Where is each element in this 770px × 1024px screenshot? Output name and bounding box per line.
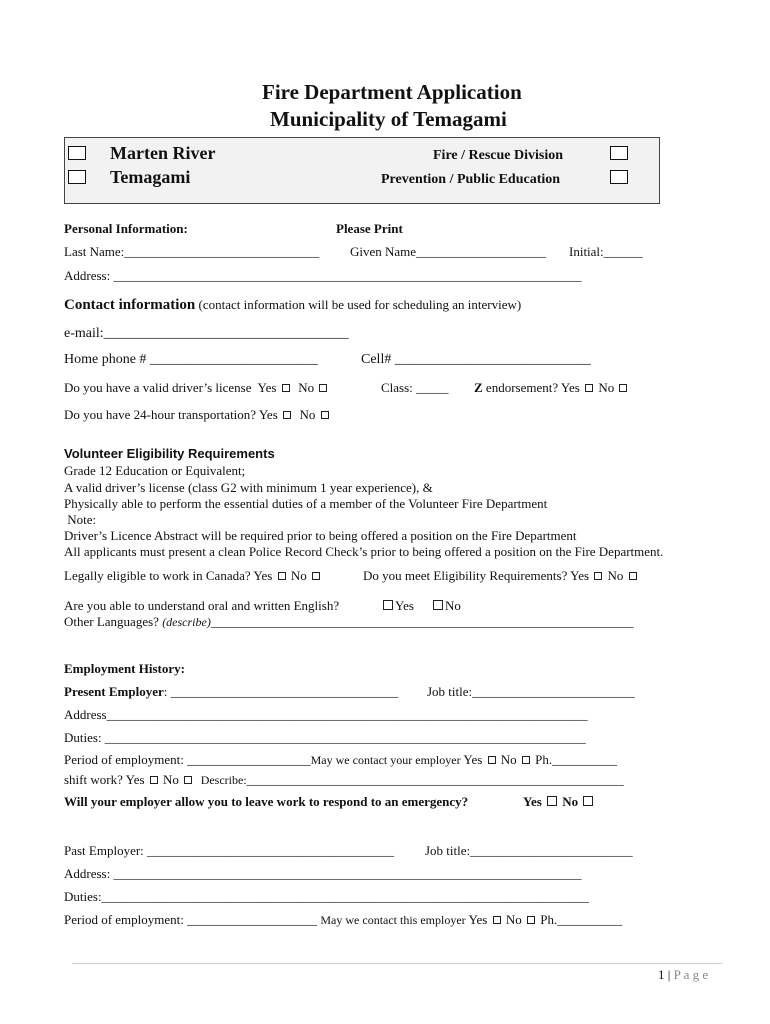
leave-work-options <box>523 794 595 810</box>
transport-no-checkbox[interactable] <box>321 411 329 419</box>
contact-yes-checkbox[interactable] <box>488 756 496 764</box>
past-contact-no-label: No <box>505 912 522 927</box>
present-employer-label: Present Employer <box>64 684 164 699</box>
title-line-1: Fire Department Application <box>262 80 522 104</box>
period-employment-line[interactable]: Period of employment: ___________________ <box>64 752 311 767</box>
leave-work-question: Will your employer allow you to leave work to respond to an emergency? <box>64 794 469 809</box>
license-yes-checkbox[interactable] <box>282 384 290 392</box>
email-field[interactable]: e-mail:___________________________________ <box>64 326 349 341</box>
past-contact-text: May we contact this employer <box>320 913 466 927</box>
license-question <box>64 380 329 396</box>
contact-no-checkbox[interactable] <box>522 756 530 764</box>
english-no <box>431 598 461 614</box>
english-no-checkbox[interactable] <box>433 600 443 610</box>
english-yes-label: Yes <box>395 598 414 613</box>
leave-yes-label: Yes <box>523 794 542 809</box>
employment-heading: Employment History: <box>64 661 185 676</box>
license-question-text: Do you have a valid driver’s license <box>64 380 252 395</box>
other-languages-label: Other Languages? <box>64 614 159 629</box>
past-duties-field[interactable]: Duties:___________________________________________________________________________ <box>64 889 590 904</box>
transport-yes-label: Yes <box>258 407 278 422</box>
contact-info-line <box>64 297 521 314</box>
option-fire-rescue: Fire / Rescue Division <box>433 148 564 163</box>
past-employer-phone-field[interactable]: Ph.__________ <box>540 912 623 927</box>
personal-info-heading: Personal Information: <box>64 221 188 236</box>
past-contact-yes-checkbox[interactable] <box>493 916 501 924</box>
legal-no-label: No <box>290 568 307 583</box>
eligibility-heading: Volunteer Eligibility Requirements <box>64 446 275 461</box>
shift-work-question <box>64 772 624 788</box>
present-employer-field[interactable] <box>64 684 398 700</box>
page-footer <box>658 967 708 983</box>
cell-field[interactable]: Cell# ____________________________ <box>361 352 591 367</box>
checkbox-fire-rescue[interactable] <box>610 146 628 160</box>
past-employer-field[interactable]: Past Employer: ______________________________________ <box>64 843 395 858</box>
legal-yes-checkbox[interactable] <box>278 572 286 580</box>
checkbox-prevention[interactable] <box>610 170 628 184</box>
eligibility-line: A valid driver’s license (class G2 with minimum 1 year experience), & <box>64 480 433 495</box>
class-field[interactable]: Class: _____ <box>381 380 449 395</box>
past-period-field[interactable] <box>64 912 622 928</box>
shift-describe-line[interactable]: __________________________________________________________ <box>246 772 624 787</box>
other-languages-line[interactable]: _________________________________________________________________ <box>210 614 634 629</box>
checkbox-marten-river[interactable] <box>68 146 86 160</box>
z-letter: Z <box>474 380 483 395</box>
z-no-checkbox[interactable] <box>619 384 627 392</box>
address-field[interactable]: Address: ________________________________________________________________________ <box>64 268 582 283</box>
transport-question-text: Do you have 24-hour transportation? <box>64 407 257 422</box>
legal-question-text: Legally eligible to work in Canada? Yes <box>64 568 273 583</box>
given-name-field[interactable]: Given Name____________________ <box>350 244 547 259</box>
contact-employer-text: May we contact your employer <box>310 753 461 767</box>
option-prevention: Prevention / Public Education <box>381 172 561 187</box>
footer-divider <box>72 963 722 964</box>
last-name-field[interactable]: Last Name:______________________________ <box>64 244 320 259</box>
contact-note: (contact information will be used for scheduling an interview) <box>198 297 522 312</box>
eligibility-line: Grade 12 Education or Equivalent; <box>64 463 246 478</box>
option-temagami: Temagami <box>110 167 191 187</box>
employer-address-field[interactable]: Address__________________________________________________________________________ <box>64 707 588 722</box>
license-no-checkbox[interactable] <box>319 384 327 392</box>
transport-no-label: No <box>299 407 316 422</box>
legal-no-checkbox[interactable] <box>312 572 320 580</box>
leave-yes-checkbox[interactable] <box>547 796 557 806</box>
initial-field[interactable]: Initial:______ <box>569 244 643 259</box>
job-title-field[interactable]: Job title:_________________________ <box>427 684 635 699</box>
shift-yes-checkbox[interactable] <box>150 776 158 784</box>
eligibility-line: Physically able to perform the essential duties of a member of the Volunteer Fire Department <box>64 496 548 511</box>
option-marten-river: Marten River <box>110 143 216 163</box>
checkbox-temagami[interactable] <box>68 170 86 184</box>
leave-no-label: No <box>562 794 579 809</box>
z-endorsement-text: endorsement? Yes <box>485 380 580 395</box>
english-yes-checkbox[interactable] <box>383 600 393 610</box>
eligibility-line: All applicants must present a clean Police Record Check’s prior to being offered a position on the Fire Department. <box>64 544 664 559</box>
page-separator: | <box>667 967 671 982</box>
shift-describe-label: Describe: <box>200 773 247 787</box>
shift-no-checkbox[interactable] <box>184 776 192 784</box>
english-no-label: No <box>445 598 461 613</box>
title-line-2: Municipality of Temagami <box>270 107 507 131</box>
shift-yes-label: shift work? Yes <box>64 772 145 787</box>
other-languages-field[interactable] <box>64 614 633 630</box>
past-contact-no-checkbox[interactable] <box>527 916 535 924</box>
please-print: Please Print <box>336 221 403 236</box>
contact-heading: Contact information <box>64 297 196 313</box>
z-yes-checkbox[interactable] <box>585 384 593 392</box>
period-employment-field[interactable] <box>64 752 617 768</box>
legal-question <box>64 568 322 584</box>
meet-yes-checkbox[interactable] <box>594 572 602 580</box>
leave-no-checkbox[interactable] <box>583 796 593 806</box>
license-yes-label: Yes <box>257 380 277 395</box>
z-endorsement-question <box>474 380 629 396</box>
contact-yes-label: Yes <box>463 752 483 767</box>
z-no-label: No <box>598 380 615 395</box>
contact-no-label: No <box>500 752 517 767</box>
past-job-title-field[interactable]: Job title:_________________________ <box>425 843 633 858</box>
page-word: P a g e <box>673 967 709 982</box>
past-period-line[interactable]: Period of employment: ____________________ <box>64 912 318 927</box>
home-phone-field[interactable]: Home phone # ________________________ <box>64 352 318 367</box>
eligibility-note: Note: <box>64 512 97 527</box>
page-number: 1 <box>658 967 665 982</box>
license-no-label: No <box>298 380 315 395</box>
duties-field[interactable]: Duties: __________________________________________________________________________ <box>64 730 586 745</box>
describe-label: (describe) <box>162 615 211 629</box>
present-employer-line[interactable]: : ___________________________________ <box>163 684 399 699</box>
past-contact-yes-label: Yes <box>468 912 488 927</box>
meet-no-checkbox[interactable] <box>629 572 637 580</box>
transport-yes-checkbox[interactable] <box>283 411 291 419</box>
transport-question <box>64 407 331 423</box>
past-address-field[interactable]: Address: ________________________________________________________________________ <box>64 866 582 881</box>
meet-requirements-question <box>363 568 639 584</box>
english-question: Are you able to understand oral and written English? <box>64 598 340 613</box>
employer-phone-field[interactable]: Ph.__________ <box>535 752 618 767</box>
english-yes <box>381 598 414 614</box>
eligibility-line: Driver’s Licence Abstract will be required prior to being offered a position on the Fire Department <box>64 528 577 543</box>
meet-question-text: Do you meet Eligibility Requirements? Yes <box>363 568 590 583</box>
meet-no-label: No <box>607 568 624 583</box>
shift-no-label: No <box>163 772 179 787</box>
